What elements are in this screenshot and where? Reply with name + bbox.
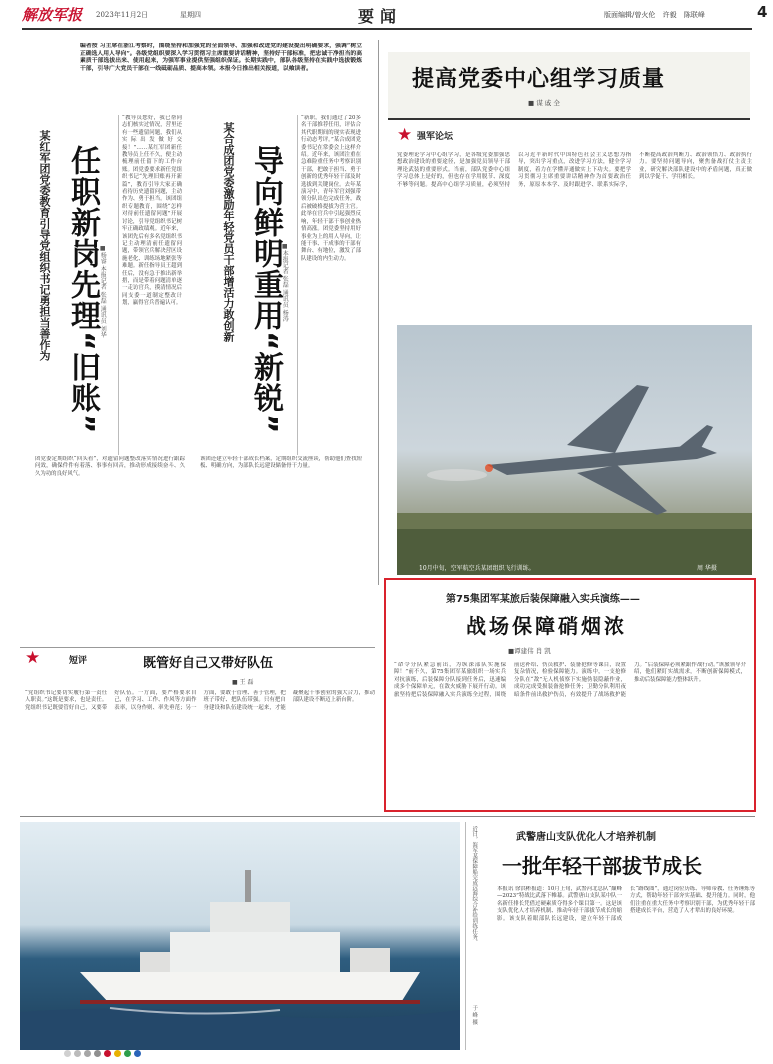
masthead <box>0 0 773 34</box>
footer-dot-icon <box>114 1050 121 1057</box>
masthead-date: 2023年11月2日 <box>96 11 149 19</box>
jet-photo-caption: 10月中旬，空军航空兵某团组织飞行训练。 <box>419 565 535 572</box>
feature-kicker: 第75集团军某旅后装保障融入实兵演练—— <box>446 594 640 605</box>
jet-photo <box>397 325 752 575</box>
commentary-label <box>25 648 135 671</box>
article-left-subtitle: 某红军团党委教育引导党组织书记勇担当善作为 <box>38 130 51 361</box>
banner-right <box>388 52 750 120</box>
feature-byline: ■谭建伟 肖 凯 <box>508 647 551 655</box>
ship-caption-rule <box>465 822 466 1050</box>
article-center-title: 导向鲜明重用“新锐” <box>248 145 283 435</box>
masthead-rule <box>22 28 752 30</box>
masthead-editors <box>604 10 705 20</box>
masthead-logo: 解放军报 <box>22 6 83 24</box>
proofreader-1: 许毅 <box>662 11 677 19</box>
commentary-title: 既管好自己又带好队伍 <box>143 656 274 671</box>
commentary-rule <box>20 647 375 648</box>
page-number: 4 <box>757 3 768 21</box>
editor-name: 版面编辑/曾火伦 <box>604 11 656 19</box>
article-center-body: “新职，我们通过了20多名干部推荐任用，评估合其代职期间的现实表现进行动态考评。”某合成团党委书记在常委会上这样介绍。近年来，该团注重在急难险重任务中考察识别干部，把敢于担当、勇于创新的优秀年轻干部及时选拔到关键岗位。去年某演习中，青年军官刘强带领分队出色完成任务，战后被破格提拔为营主官。此举在官兵中引起强烈反响，年轻干部干事创业热情高涨。团党委坚持用好事业为上的用人导向，让能干事、干成事的干部有舞台、有地位，激发了部队建设的内生动力。 <box>301 115 361 262</box>
article-center-byline: ■本报记者 张磊 通讯员 杨涛 <box>281 243 289 322</box>
proofreader-2: 陈联峰 <box>683 11 705 19</box>
banner-byline: ■ 谋 戚 全 <box>528 99 560 107</box>
banner-title: 提高党委中心组学习质量 <box>412 67 666 92</box>
footer-dot-icon <box>64 1050 71 1057</box>
column-label-text: 强军论坛 <box>417 132 454 142</box>
ship-photo <box>20 822 460 1050</box>
bottom-article-kicker: 武警唐山支队优化人才培养机制 <box>516 832 656 843</box>
article-left-tail: 团党委定期组织“回头看”，对遗留问题整改落实情况进行跟踪问效，确保件件有着落、事事有回音，推动形成接续奋斗、久久为功的良好风气。 <box>35 456 185 477</box>
footer-dot-icon <box>134 1050 141 1057</box>
footer-dot-icon <box>84 1050 91 1057</box>
column-label-qiangjun <box>397 127 517 147</box>
ship-icon <box>80 870 420 1004</box>
main-column-divider <box>378 40 379 585</box>
commentary-byline: ■ 王 磊 <box>232 679 254 686</box>
lower-section-rule <box>20 816 755 817</box>
feature-body: “命令分队紧急前出，为纵深部队实施保障！”前不久，第75集团军某旅组织一场实兵对抗演练，后装保障分队接到任务后，迅速编成多个保障单元，在敌火威胁下展开行动。该旅坚持把后装保障融入实兵演练全过程，围绕前送补给、伤员救护、装备抢修等课目，设置复杂情况，检验保障能力。演练中，一支抢修分队在“敌”无人机侦察下实施伪装隐蔽作业，成功完成受损装备抢修任务；卫勤分队利用夜暗条件前出救护伤员，有效提升了战场救护能力。“后装保障必须紧跟作战行动。”该旅领导介绍，他们紧盯实战需求，不断创新保障模式，推动后装保障能力整体跃升。 <box>394 662 746 698</box>
star-icon: ★ <box>397 125 413 145</box>
commentary-body: “党组织书记要切实履行第一责任人职责。”这既是要求，也是责任。党组织书记既要管好自己，又要带好队伍。一方面，要严格要求自己，在学习、工作、作风等方面作表率，以身作则、率先垂范；另一方面，要敢于管理、善于管理，把班子带好、把队伍带强。只有把自身建设和队伍建设统一起来，才能凝聚起干事创业的强大合力，推动部队建设不断迈上新台阶。 <box>25 690 375 711</box>
left-column-rule <box>118 115 119 455</box>
smoke-trail <box>427 469 487 481</box>
jet-photo-drawing <box>397 325 752 575</box>
ship-photo-credit: 于 峰 摄 <box>471 1005 478 1025</box>
star-icon: ★ <box>25 648 41 668</box>
section-title: 要闻 <box>358 7 403 26</box>
article-center-tail: 该团还建立年轻干部成长档案，定期组织交流座谈，帮助他们查找短板、明确方向，为部队长远建设储备骨干力量。 <box>200 456 362 470</box>
editor-note: 编者按 习主席在浙江考察时，围绕坚持和加强党的全面领导、加强和改进党的建设提出明确要求，强调“树立正确选人用人导向”。各级党组织要深入学习贯彻习主席重要讲话精神，坚持好干部标准，把忠诚干净担当的高素质干部选拔出来、使用起来，为强军事业提供坚强组织保证。长期实践中，部队各级坚持在实践中选拔锻炼干部，引导广大党员干部在一线砥砺品质、提高本领。本报今日推出相关报道，以飨读者。 <box>80 43 362 72</box>
ship-photo-caption: 近日，海军某保障船完成远海综合补给训练任务。 <box>471 826 478 945</box>
footer-dots <box>64 1050 150 1058</box>
footer-dot-icon <box>104 1050 111 1057</box>
center-column-rule <box>297 115 298 455</box>
feature-title: 战场保障硝烟浓 <box>466 614 627 638</box>
ship-photo-drawing <box>20 822 460 1050</box>
banner-body: 党委理论学习中心组学习，是各级党委加强思想政治建设的重要途径，是加强党员领导干部理论武装的重要形式。当前，部队党委中心组学习总体上是好的，但也存在学用脱节、深度不够等问题。提高中心组学习质量，必须坚持以习近平新时代中国特色社会主义思想为指导，突出学习重点，改进学习方法，健全学习制度，着力在学懂弄通做实上下功夫。要把学习贯彻习主席重要讲话精神作为首要政治任务，原原本本学、及时跟进学、联系实际学，不断提高政治判断力、政治领悟力、政治执行力。要坚持问题导向，聚焦备战打仗主责主业，研究解决部队建设中的矛盾问题，真正做到以学促干、学用相长。 <box>397 152 752 188</box>
masthead-weekday: 星期四 <box>180 11 201 19</box>
jet-photo-credit: 周 华摄 <box>697 565 717 572</box>
bottom-article-body: 本报讯 徐洪彬报道：10月上旬，武警河北总队“巅峰—2023”特战比武落下帷幕。武警唐山支队某中队一名新任排长凭借过硬素质夺得多个课目第一。这是该支队优化人才培养机制、推动年轻干部拔节成长的缩影。该支队着眼部队长远建设，建立年轻干部成长“路线图”，通过岗位历练、导师带教、任务锤炼等方式，帮助年轻干部夯实基础、提升能力。同时，他们注重在重大任务中考察识别干部，为优秀年轻干部搭建成长平台，营造了人才辈出的良好环境。 <box>497 886 755 922</box>
footer-dot-icon <box>124 1050 131 1057</box>
fighter-jet-icon <box>487 385 717 515</box>
bottom-article-title: 一批年轻干部拔节成长 <box>502 854 702 878</box>
footer-dot-icon <box>74 1050 81 1057</box>
article-left-body: “教导员您好，我已帮同志们核实过情况，营里还有一些遗留问题，我们从实际出发做好交接！”……某红军团新任教导员上任不久，便主动梳理前任留下的工作台账。团党委要求新任党组织书记“先理旧账再开新篇”，教育引导大家正确看待历史遗留问题，主动作为、勇于担当。该团组织专题教育，围绕“怎样对待前任遗留问题”开展讨论，引导党组织书记树牢正确政绩观。近年来，该团先后有多名党组织书记主动理清前任遗留问题，带领官兵解决营区设施老化、训练场地紧张等难题。新任指导员王超到任后，没有急于推出新举措，而是带着问题清单逐一走访官兵，摸清情况后同支委一道制定整改计划，赢得官兵普遍认可。 <box>122 115 182 307</box>
article-center-subtitle: 某合成团党委激励年轻党员干部增活力敢创新 <box>222 122 235 342</box>
commentary-label-text: 短评 <box>69 656 88 666</box>
article-left-title: 任职新岗先理“旧账” <box>65 145 100 435</box>
feature-box <box>384 578 756 812</box>
article-left-byline: ■杨睿 本报记者 张磊 通讯员 刘华 <box>99 245 107 338</box>
footer-dot-icon <box>94 1050 101 1057</box>
